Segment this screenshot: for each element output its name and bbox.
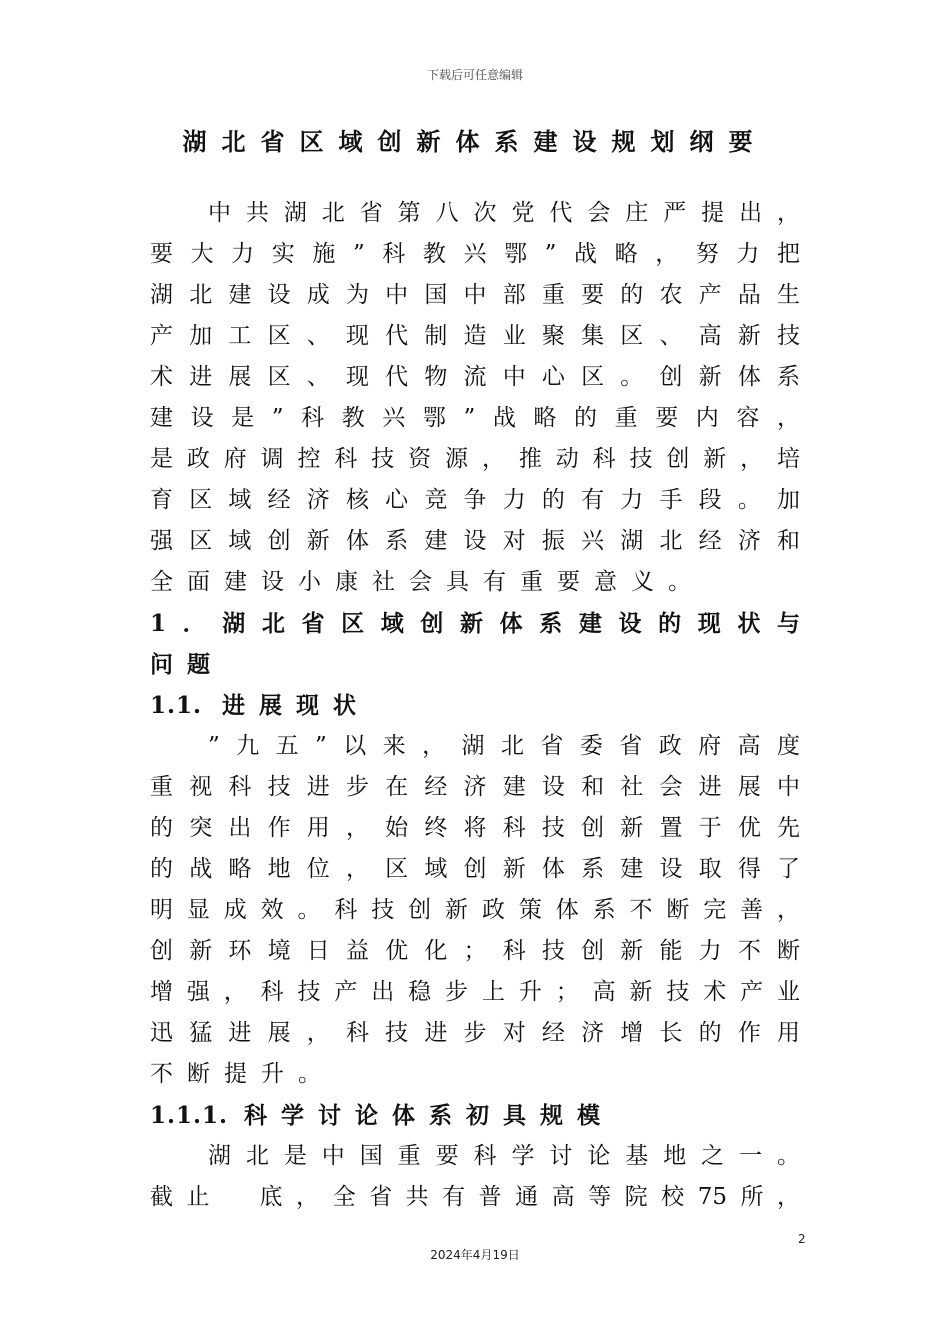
paragraph-line: 截止 底，全省共有普通高等院校75所，	[150, 1184, 800, 1210]
paragraph-line: 全面建设小康社会具有重要意义。	[150, 569, 705, 595]
section-number: 1.1.1.	[150, 1102, 229, 1129]
paragraph-line: 中共湖北省第八次党代会庄严提出，	[208, 200, 800, 226]
paragraph-line: 迅猛进展，科技进步对经济增长的作用	[150, 1020, 800, 1046]
paragraph-line: 是政府调控科技资源，推动科技创新，培	[150, 446, 800, 472]
paragraph-line: 育区域经济核心竞争力的有力手段。加	[150, 487, 800, 513]
paragraph-line: 不断提升。	[150, 1061, 335, 1087]
paragraph-line: 的战略地位，区域创新体系建设取得了	[150, 856, 800, 882]
section-title: 科学讨论体系初具规模	[244, 1102, 614, 1129]
document-body	[150, 193, 800, 1218]
section-1-1-1-heading	[150, 1095, 800, 1136]
section-1-1-paragraph	[150, 726, 800, 1095]
page-number: 2	[798, 1232, 806, 1246]
heading-line: 1．湖北省区域创新体系建设的现状与	[150, 610, 800, 637]
section-1-1-1-paragraph	[150, 1136, 800, 1218]
document-title: 湖北省区域创新体系建设规划纲要	[182, 127, 768, 156]
footer-date: 2024年4月19日	[430, 1248, 520, 1262]
page-header: 下载后可任意编辑	[426, 68, 523, 82]
paragraph-line: 明显成效。科技创新政策体系不断完善，	[150, 897, 800, 923]
section-number: 1.1.	[150, 692, 203, 719]
paragraph-line: ”九五”以来，湖北省委省政府高度	[208, 733, 800, 759]
paragraph-line: 重视科技进步在经济建设和社会进展中	[150, 774, 800, 800]
section-1-heading	[150, 603, 800, 685]
paragraph-line: 要大力实施”科教兴鄂”战略，努力把	[150, 241, 800, 267]
paragraph-line: 湖北是中国重要科学讨论基地之一。	[208, 1143, 800, 1169]
paragraph-line: 增强，科技产出稳步上升；高新技术产业	[150, 979, 800, 1005]
section-title: 进展现状	[222, 692, 370, 719]
paragraph-line: 创新环境日益优化；科技创新能力不断	[150, 938, 800, 964]
section-1-1-heading	[150, 685, 800, 726]
paragraph-line: 湖北建设成为中国中部重要的农产品生	[150, 282, 800, 308]
paragraph-line: 的突出作用，始终将科技创新置于优先	[150, 815, 800, 841]
intro-paragraph	[150, 193, 800, 603]
heading-line: 问题	[150, 651, 224, 678]
paragraph-line: 术进展区、现代物流中心区。创新体系	[150, 364, 800, 390]
paragraph-line: 产加工区、现代制造业聚集区、高新技	[150, 323, 800, 349]
paragraph-line: 强区域创新体系建设对振兴湖北经济和	[150, 528, 800, 554]
paragraph-line: 建设是”科教兴鄂”战略的重要内容，	[150, 405, 800, 431]
